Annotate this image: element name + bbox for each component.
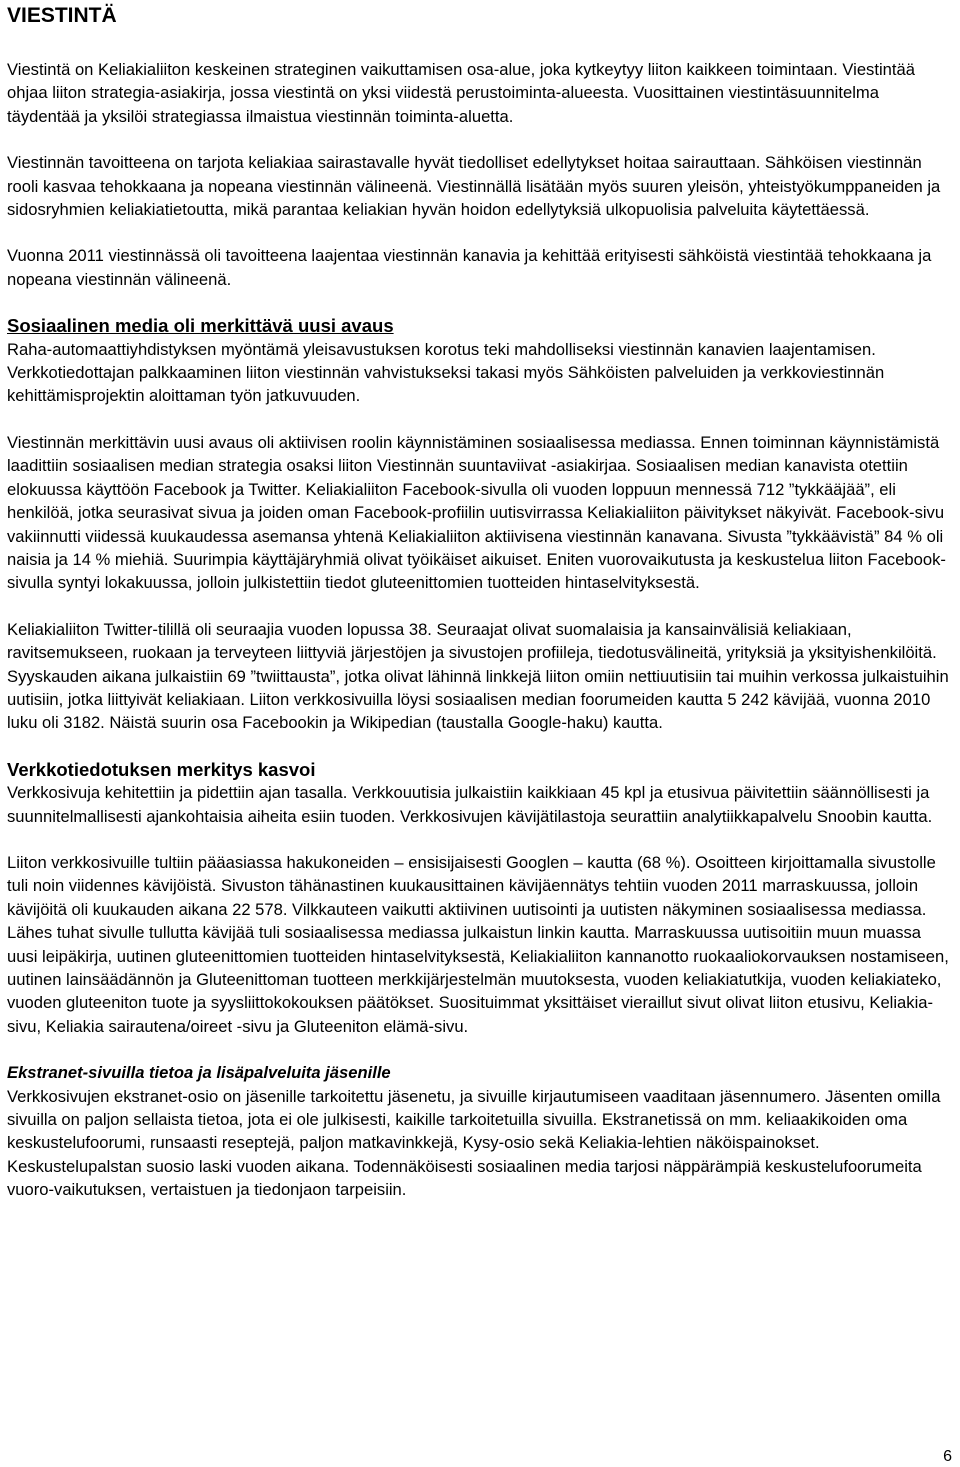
intro-paragraph-1: Viestintä on Keliakialiiton keskeinen strateginen vaikuttamisen osa-alue, joka kytkeytyy liiton kaikkeen toimintaan. Viestintää ohjaa liiton strategia-asiakirja, jossa viestintä on yksi viidestä perustoiminta-alueesta. Vuosittainen viestintäsuunnitelma täydentää ja yksilöi strategiassa ilmaistua viestinnän toiminta-aluetta. [7,60,915,126]
social-paragraph-2: Viestinnän merkittävin uusi avaus oli aktiivisen roolin käynnistäminen sosiaalisessa mediassa. Ennen toiminnan käynnistämistä laadittiin sosiaalisen median strategia osaksi liiton Viestinnän suuntaviivat -asiakirjaa. Sosiaalisen median kanavista otettiin elokuussa käyttöön Facebook ja Twitter. Keliakialiiton Facebook-sivulla oli vuoden loppuun mennessä 712 ”tykkääjää”, eli henkilöä, jotka seurasivat sivua ja joiden oman Facebook-profiilin uutisvirrassa Keliakialiiton päivitykset näkyivät. Facebook-sivu vakiinnutti viidessä kuukaudessa asemansa yhtenä Keliakialiiton aktiivisena viestinnän kanavana. Sivusta ”tykkäävistä” 84 % oli naisia ja 14 % miehiä. Suurimpia käyttäjäryhmiä olivat työikäiset aikuiset. Eniten vuorovaikutusta ja keskustelua liiton Facebook-sivulla syntyi lokakuussa, jolloin julkistettiin tiedot gluteenittomien tuotteiden hintaselvityksestä. [7,432,946,593]
social-paragraph-1: Raha-automaattiyhdistyksen myöntämä yleisavustuksen korotus teki mahdolliseksi viestinnän kanavien laajentamisen. Verkkotiedottajan palkkaaminen liiton viestinnän vahvistukseksi takasi myös Sähköisten palveluiden ja verkkoviestinnän kehittämisprojektin aloittaman työn jatkuvuuden. [7,339,885,406]
section-heading-web: Verkkotiedotuksen merkitys kasvoi [7,758,316,780]
document-page [7,0,953,1202]
page-title: VIESTINTÄ [7,4,117,27]
web-paragraph-1: Verkkosivuja kehitettiin ja pidettiin ajan tasalla. Verkkouutisia julkaistiin kaikkiaan 45 kpl ja etusivua päivitettiin säännöllisesti ja suunnitelmallisesti ajankohtaisia aiheita esiin tuoden. Verkkosivujen kävijätilastoja seurattiin analytiikkapalvelu Snoobin kautta. [7,783,933,826]
social-paragraph-3: Keliakialiiton Twitter-tilillä oli seuraajia vuoden lopussa 38. Seuraajat olivat suomalaisia ja kansainvälisiä keliakiaan, ravitsemukseen, ruokaan ja terveyteen liittyviä järjestöjen ja sivustojen profiileja, tiedotusvälineitä, yrityksiä ja yksityishenkilöitä. Syyskauden aikana julkaistiin 69 ”twiittausta”, jotka olivat lähinnä linkkejä liiton omiin nettiuutisiin tai muihin verkossa julkaistuihin uutisiin, jotka liittyivät keliakiaan. Liiton verkkosivuilla löysi sosiaalisen median foorumeiden kautta 5 242 kävijää, vuonna 2010 luku oli 3182. Näistä suurin osa Facebookin ja Wikipedian (taustalla Google-haku) kautta. [7,619,949,733]
section-heading-social-media: Sosiaalinen media oli merkittävä uusi avaus [7,315,394,337]
extranet-paragraph-1: Verkkosivujen ekstranet-osio on jäsenille tarkoitettu jäsenetu, ja sivuille kirjautumiseen vaaditaan jäsennumero. Jäsenten omilla sivuilla on paljon sellaista tietoa, jota ei ole julkisesti, kaikille tarkoitetuilla sivuilla. Ekstranetissä on mm. keliaakikoiden oma keskustelufoorumi, runsaasti reseptejä, paljon matkavinkkejä, Kysy-osio sekä Keliakia-lehtien näköispainokset. Keskustelupalstan suosio laski vuoden aikana. Todennäköisesti sosiaalinen media tarjosi näppärämpiä keskustelufoorumeita vuoro-vaikutuksen, vertaistuen ja tiedonjaon tarpeisiin. [7,1086,941,1200]
intro-paragraph-2: Viestinnän tavoitteena on tarjota keliakiaa sairastavalle hyvät tiedolliset edellytykset hoitaa sairauttaan. Sähköisen viestinnän rooli kasvaa tehokkaana ja nopeana viestinnän välineenä. Viestinnällä lisätään myös suuren yleisön, yhteistyökumppaneiden ja sidosryhmien keliakiatietoutta, mikä parantaa keliakian hyvän hoidon edellytyksiä ulkopuolisia palveluita käytettäessä. [7,153,941,220]
page-number: 6 [943,1448,952,1465]
intro-paragraph-3: Vuonna 2011 viestinnässä oli tavoitteena laajentaa viestinnän kanavia ja kehittää erityisesti sähköistä viestintää tehokkaana ja nopeana viestinnän välineenä. [7,246,932,289]
web-paragraph-2: Liiton verkkosivuille tultiin pääasiassa hakukoneiden – ensisijaisesti Googlen – kautta (68 %). Osoitteen kirjoittamalla sivustolle tuli noin viidennes kävijöistä. Sivuston tähänastinen kuukausittainen kävijäennätys tehtiin vuoden 2011 marraskuussa, jolloin kävijöitä oli kuukauden aikana 22 578. Vilkkauteen vaikutti aktiivinen uutisointi ja uutisten näkyminen sosiaalisessa mediassa. Lähes tuhat sivulle tullutta kävijää tuli sosiaalisessa mediassa julkaistun linkin kautta. Marraskuussa uutisoitiin muun muassa uusi leipäkirja, uutinen gluteenittomien tuotteiden hintaselvityksestä, Keliakialiiton kannanotto ruokaaliokorvauksen nostamiseen, uutinen lainsäädännön ja Gluteenittoman tuotteen merkkijärjestelmän muutoksesta, vuoden keliakiatutkija, vuoden keliakiateko, vuoden gluteeniton tuote ja syysliittokokouksen päätökset. Suosituimmat yksittäiset vieraillut sivut olivat liiton etusivu, Keliakia-sivu, Keliakia sairautena/oireet -sivu ja Gluteeniton elämä-sivu. [7,852,949,1036]
section-heading-extranet: Ekstranet-sivuilla tietoa ja lisäpalveluita jäsenille [7,1063,391,1083]
